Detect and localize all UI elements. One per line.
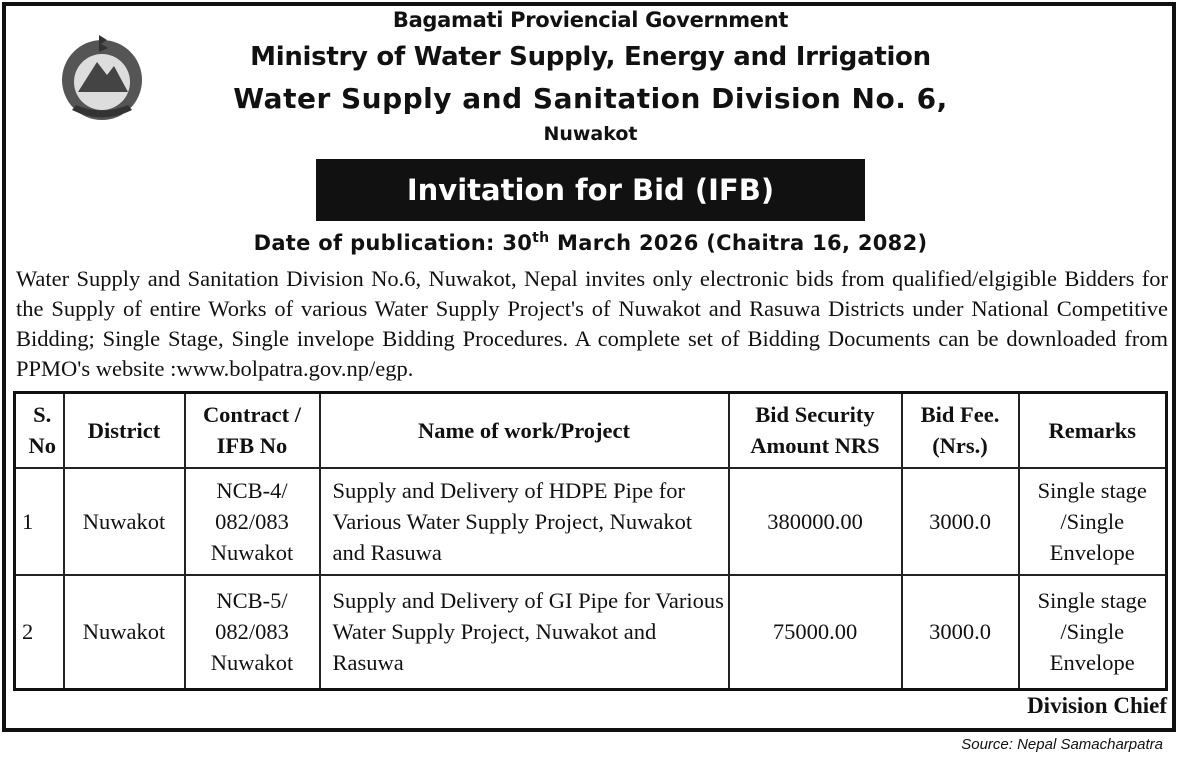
cell-work: Supply and Delivery of GI Pipe for Various Water Supply Project, Nuwakot and Rasuwa [320,575,729,690]
ministry-name: Ministry of Water Supply, Energy and Irrigation [250,42,931,72]
cell-district: Nuwakot [64,468,185,575]
signature: Division Chief [1027,693,1167,718]
cell-contract: NCB-5/ 082/083 Nuwakot [185,575,320,690]
table-row [15,575,1167,690]
bid-table [13,391,1168,691]
cell-bid-fee: 3000.0 [902,468,1019,575]
col-bid-fee: Bid Fee. (Nrs.) [902,393,1019,468]
ifb-banner: Invitation for Bid (IFB) [316,159,865,221]
cell-sno: 1 [15,468,64,575]
cell-remarks: Single stage /Single Envelope [1019,468,1167,575]
cell-work: Supply and Delivery of HDPE Pipe for Various Water Supply Project, Nuwakot and Rasuwa [320,468,729,575]
date-sup: th [532,230,550,246]
cell-district: Nuwakot [64,575,185,690]
col-contract: Contract / IFB No [185,393,320,468]
date-prefix: Date of publication: 30 [253,231,533,255]
col-bid-security: Bid Security Amount NRS [729,393,902,468]
cell-bid-security: 380000.00 [729,468,902,575]
cell-bid-fee: 3000.0 [902,575,1019,690]
cell-remarks: Single stage /Single Envelope [1019,575,1167,690]
invitation-paragraph: Water Supply and Sanitation Division No.6, Nuwakot, Nepal invites only electronic bids from qualified/elgigible Bidders for the Supply of entire Works of various Water Supply Project's of Nuwakot and Rasuwa Districts under National Competitive Bidding; Single Stage, Single invelope Bidding Procedures. A complete set of Bidding Documents can be downloaded from PPMO's website :www.bolpatra.gov.np/egp. [16,266,1168,381]
cell-sno: 2 [15,575,64,690]
col-district: District [64,393,185,468]
government-name: Bagamati Proviencial Government [392,8,789,32]
publication-date [0,230,1181,255]
cell-contract: NCB-4/ 082/083 Nuwakot [185,468,320,575]
source-credit: Source: Nepal Samacharpatra [961,736,1163,753]
table-row [15,468,1167,575]
col-remarks: Remarks [1019,393,1167,468]
division-name: Water Supply and Sanitation Division No. 6, [233,82,948,115]
cell-bid-security: 75000.00 [729,575,902,690]
table-header-row [15,393,1167,468]
location: Nuwakot [543,123,638,145]
col-work: Name of work/Project [320,393,729,468]
col-sno: S. No [15,393,64,468]
date-suffix: March 2026 (Chaitra 16, 2082) [549,231,928,255]
